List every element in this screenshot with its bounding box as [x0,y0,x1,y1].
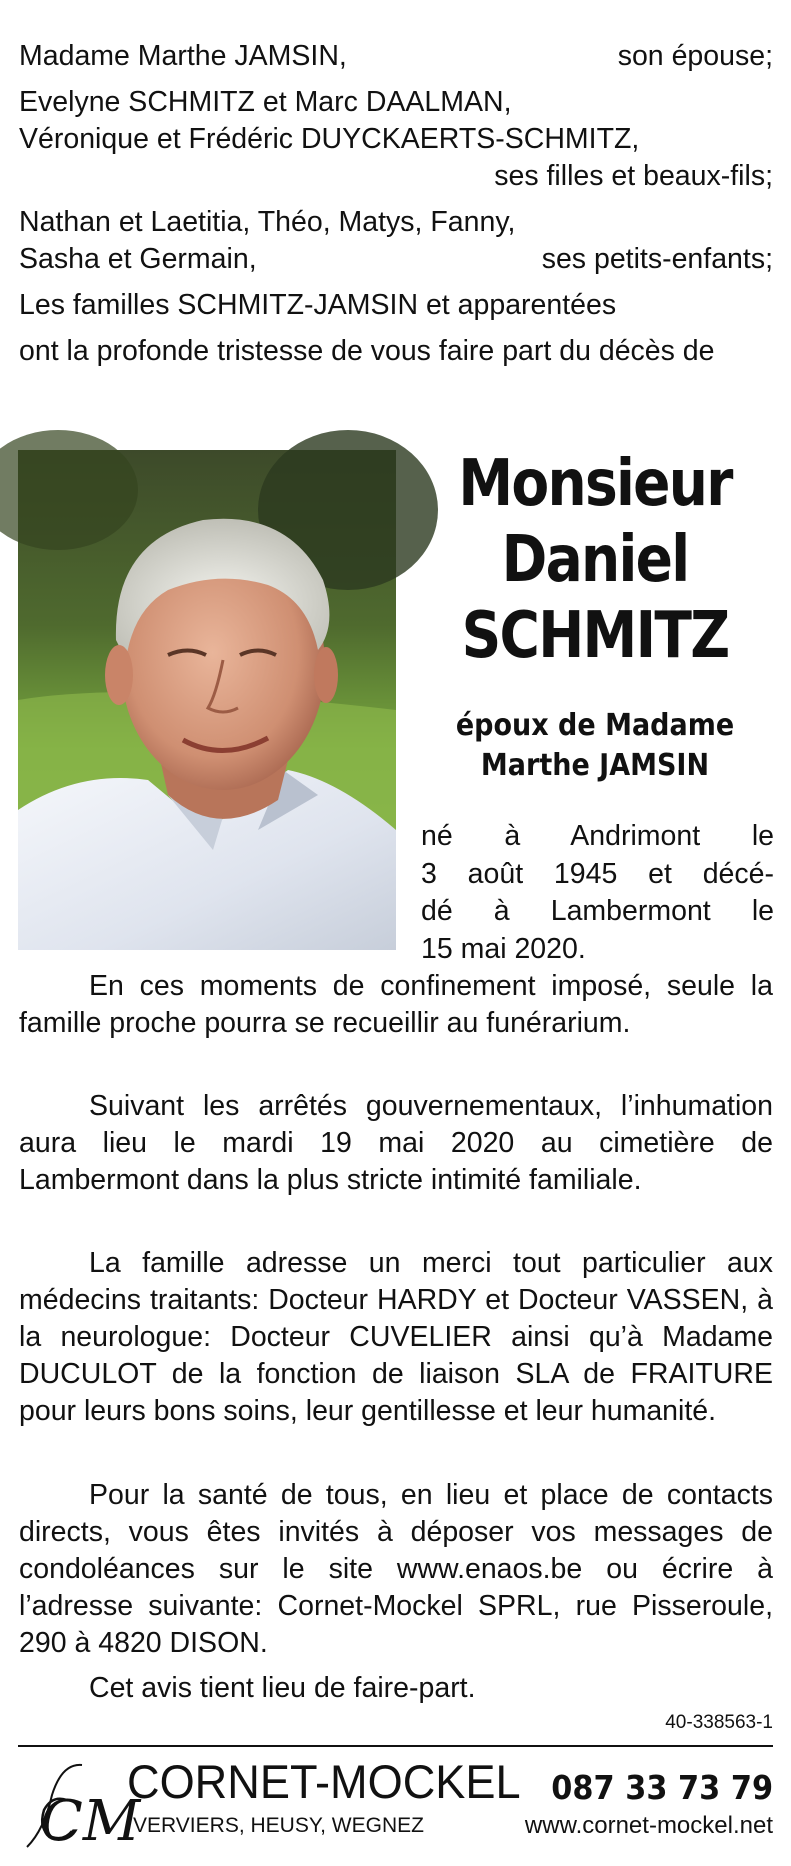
deceased-title: Monsieur [458,447,732,521]
paragraph-confinement: En ces moments de confinement imposé, seule la famille proche pourra se recueillir au funérarium. [19,970,773,1039]
deceased-spouse-line-1: époux de Madame [455,708,735,743]
daughters-line-2: Véronique et Frédéric DUYCKAERTS-SCHMITZ, [19,123,640,155]
announcement-text: ont la profonde tristesse de vous faire part du décès de [19,335,715,367]
deceased-first-name: Daniel [501,523,689,597]
footer-divider [18,1745,773,1747]
grandchildren-line-1: Nathan et Laetitia, Théo, Matys, Fanny, [19,206,516,238]
company-phone: 087 33 73 79 [551,1768,773,1807]
daughters-line-1: Evelyne SCHMITZ et Marc DAALMAN, [19,86,512,118]
grandchildren-line-2: Sasha et Germain, [19,243,257,275]
spouse-name: Madame Marthe JAMSIN, [19,40,347,72]
paragraph-condolences: Pour la santé de tous, en lieu et place de contacts directs, vous êtes invités à déposer vos messages de condoléances sur le site www.enaos.be ou écrire à l’adresse suivante: Cornet-Mockel SPRL, rue Pisseroule, 290 à 4820 DISON. [19,1479,773,1659]
born-line-3: dé à Lambermont le [421,895,774,927]
paragraph-burial: Suivant les arrêtés gouvernementaux, l’inhumation aura lieu le mardi 19 mai 2020 au cimetière de Lambermont dans la plus stricte intimité familiale. [19,1090,773,1196]
born-line-1: né à Andrimont le [421,820,774,852]
deceased-last-name: SCHMITZ [461,599,729,673]
reference-number: 40-338563-1 [665,1712,773,1733]
logo-lettering: CM [40,1789,141,1854]
born-line-2: 3 août 1945 et décé- [421,857,774,890]
grandchildren-role: ses petits-enfants; [541,243,773,275]
families-line: Les familles SCHMITZ-JAMSIN et apparentées [19,289,617,321]
company-logo [22,1755,141,1855]
daughters-role: ses filles et beaux-fils; [494,160,773,192]
cm-logo-icon [22,1755,141,1855]
company-name: CORNET-MOCKEL [127,1755,521,1808]
paragraph-closing: Cet avis tient lieu de faire-part. [89,1672,476,1704]
spouse-role: son épouse; [617,40,773,72]
company-towns: VERVIERS, HEUSY, WEGNEZ [133,1814,424,1837]
deceased-spouse-line-2: Marthe JAMSIN [480,748,710,783]
paragraph-thanks: La famille adresse un merci tout particulier aux médecins traitants: Docteur HARDY et Docteur VASSEN, à la neurologue: Docteur CUVELIER ainsi qu’à Madame DUCULOT de la fonction de liaison SLA de FRAITURE pour leurs bons soins, leur gentillesse et leur humanité. [19,1247,773,1427]
born-line-4: 15 mai 2020. [421,932,586,965]
company-website[interactable]: www.cornet-mockel.net [524,1812,773,1839]
birth-death-info [421,818,774,968]
deceased-photo [18,450,396,950]
portrait-image [18,450,396,950]
